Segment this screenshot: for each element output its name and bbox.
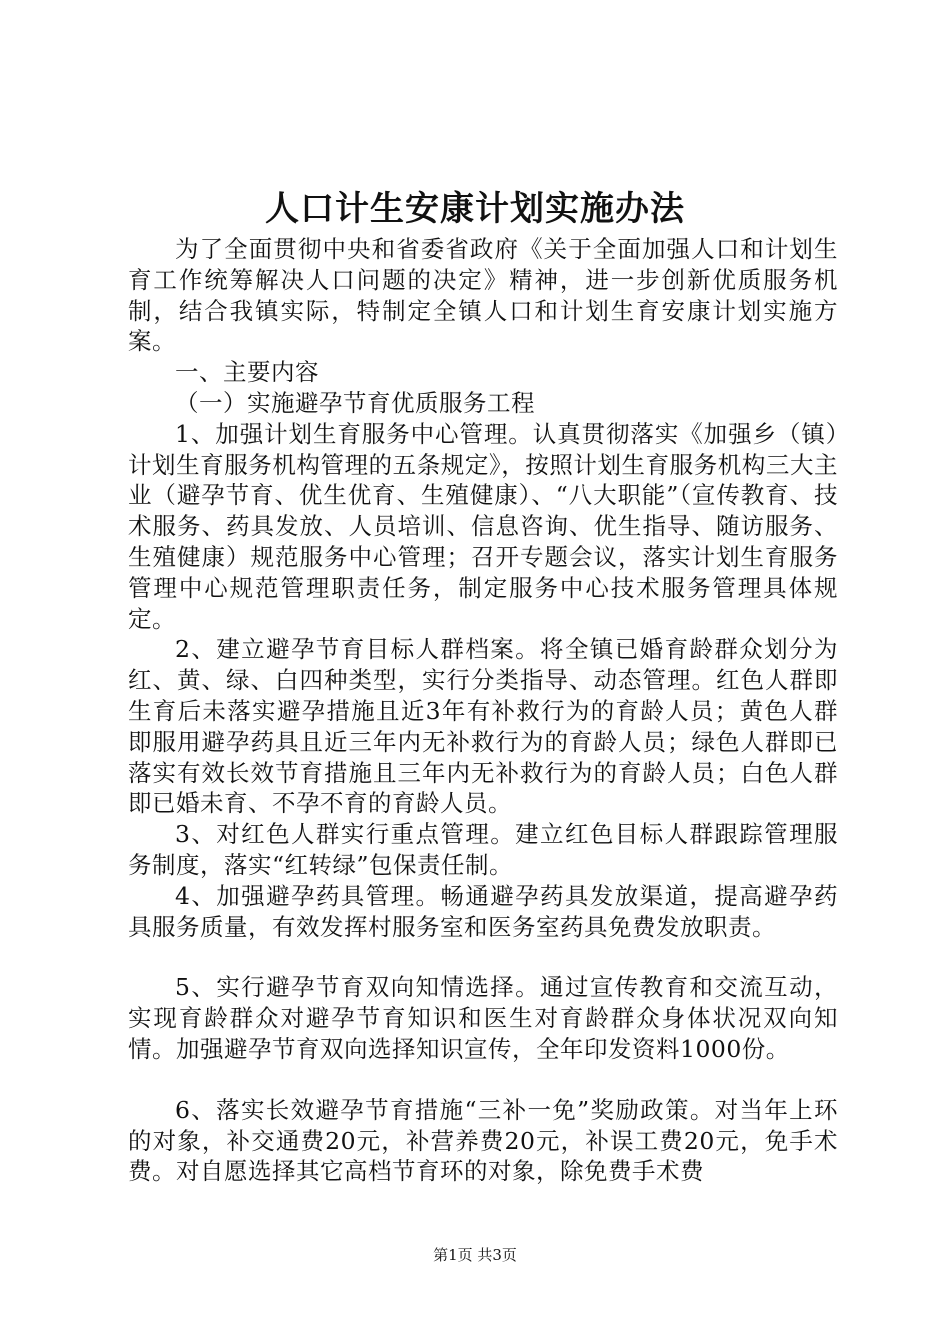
paragraph-item-1: 1、加强计划生育服务中心管理。认真贯彻落实《加强乡（镇）计划生育服务机构管理的五条规定》，按照计划生育服务机构三大主业（避孕节育、优生优育、生殖健康）、“八大职能”（宣传教育、技术服务、药具发放、人员培训、信息咨询、优生指导、随访服务、生殖健康）规范服务中心管理；召开专题会议，落实计划生育服务管理中心规范管理职责任务，制定服务中心技术服务管理具体规定。 — [128, 419, 838, 633]
document-body — [128, 234, 838, 1187]
document-title: 人口计生安康计划实施办法 — [265, 189, 685, 229]
paragraph-item-5: 5、实行避孕节育双向知情选择。通过宣传教育和交流互动，实现育龄群众对避孕节育知识和医生对育龄群众身体状况双向知情。加强避孕节育双向选择知识宣传，全年印发资料1000份。 — [128, 973, 838, 1063]
heading-main-content: 一、主要内容 — [175, 358, 319, 387]
page-number-footer: 第1页 共3页 — [433, 1246, 517, 1264]
paragraph-item-4: 4、加强避孕药具管理。畅通避孕药具发放渠道，提高避孕药具服务质量，有效发挥村服务室和医务室药具免费发放职责。 — [128, 881, 838, 941]
paragraph-item-3: 3、对红色人群实行重点管理。建立红色目标人群跟踪管理服务制度，落实“红转绿”包保责任制。 — [128, 820, 838, 879]
subheading-service-project: （一）实施避孕节育优质服务工程 — [175, 388, 535, 417]
paragraph-item-6: 6、落实长效避孕节育措施“三补一免”奖励政策。对当年上环的对象，补交通费20元，补营养费20元，补误工费20元，免手术费。对自愿选择其它高档节育环的对象，除免费手术费 — [128, 1095, 838, 1186]
paragraph-item-2: 2、建立避孕节育目标人群档案。将全镇已婚育龄群众划分为红、黄、绿、白四种类型，实行分类指导、动态管理。红色人群即生育后未落实避孕措施且近3年有补救行为的育龄人员；黄色人群即服用避孕药具且近三年内无补救行为的育龄人员；绿色人群即已落实有效长效节育措施且三年内无补救行为的育龄人员；白色人群即已婚未育、不孕不育的育龄人员。 — [128, 635, 838, 818]
paragraph-intro: 为了全面贯彻中央和省委省政府《关于全面加强人口和计划生育工作统筹解决人口问题的决定》精神，进一步创新优质服务机制，结合我镇实际，特制定全镇人口和计划生育安康计划实施方案。 — [128, 235, 838, 356]
